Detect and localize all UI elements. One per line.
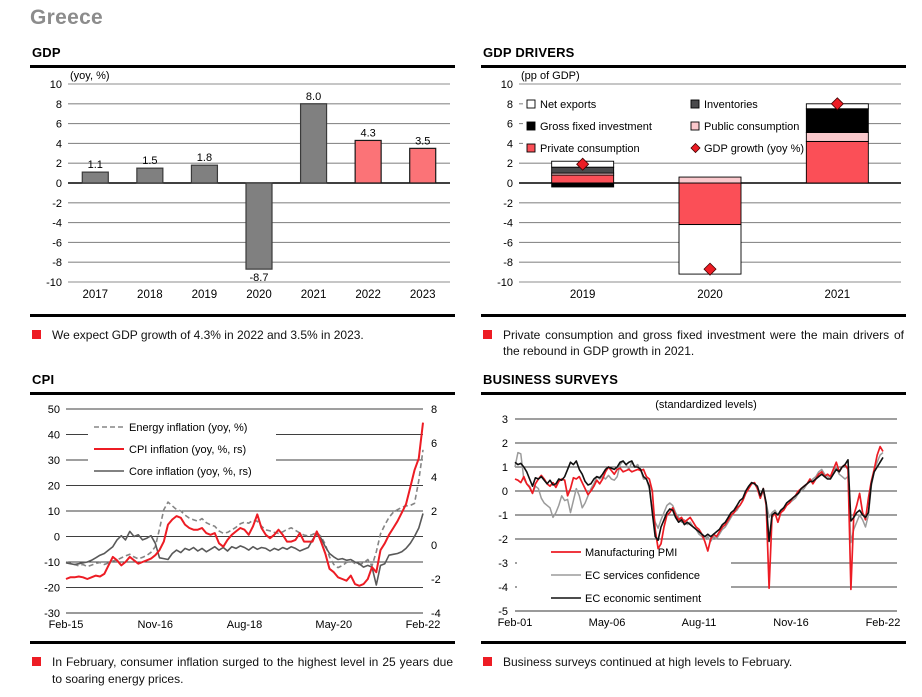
svg-text:-30: -30 [44,608,60,621]
svg-text:-20: -20 [44,582,60,595]
svg-text:2: 2 [501,438,508,451]
svg-text:6: 6 [506,118,513,131]
svg-text:2: 2 [431,506,438,519]
svg-text:Feb-01: Feb-01 [497,617,533,630]
page-title: Greece [30,6,104,29]
gdp-drivers-section-title: GDP DRIVERS [483,45,575,60]
svg-text:Nov-16: Nov-16 [137,619,173,632]
svg-text:-2: -2 [52,197,62,210]
svg-text:-1: -1 [498,510,508,523]
svg-text:8: 8 [431,404,438,417]
svg-text:0: 0 [55,178,62,190]
svg-text:May-20: May-20 [315,619,353,632]
svg-text:-2: -2 [498,534,508,547]
svg-text:EC services confidence: EC services confidence [585,570,700,583]
svg-text:-8: -8 [503,257,513,270]
svg-text:-3: -3 [498,558,508,571]
svg-text:2023: 2023 [409,289,436,301]
svg-text:EC economic sentiment: EC economic sentiment [585,593,702,606]
svg-text:20: 20 [47,480,60,493]
svg-text:-8: -8 [52,257,62,270]
svg-text:50: 50 [47,404,60,417]
red-bullet-marker [483,330,492,339]
svg-text:8: 8 [506,98,513,111]
gdp-drivers-stacked-bar-chart [481,68,906,314]
svg-text:-2: -2 [431,574,441,587]
svg-text:4.3: 4.3 [360,127,376,140]
svg-text:2: 2 [55,158,62,171]
svg-text:-10: -10 [46,277,62,289]
svg-text:1.8: 1.8 [196,152,213,165]
svg-text:-6: -6 [52,237,62,250]
svg-text:4: 4 [55,138,62,151]
business-surveys-bullet [481,644,906,670]
svg-text:Gross fixed investment: Gross fixed investment [540,121,652,133]
svg-text:2019: 2019 [569,289,596,301]
svg-text:1: 1 [501,462,508,475]
gdp-section-title: GDP [32,45,61,60]
panel-cpi [30,367,455,686]
svg-text:4: 4 [506,138,513,151]
svg-text:-10: -10 [44,557,60,570]
svg-text:40: 40 [47,429,60,442]
panels-grid [30,40,906,687]
svg-text:Feb-22: Feb-22 [405,619,441,632]
svg-text:10: 10 [500,79,513,91]
svg-text:0: 0 [431,540,438,553]
svg-text:30: 30 [47,455,60,468]
svg-text:2020: 2020 [246,289,272,301]
svg-text:Feb-22: Feb-22 [865,617,901,630]
svg-text:8.0: 8.0 [305,90,322,103]
svg-text:8: 8 [55,98,62,111]
svg-text:3: 3 [501,414,508,427]
panel-business-surveys [481,367,906,686]
svg-text:0: 0 [501,486,508,499]
cpi-bullet-text: In February, consumer inflation surged to the highest level in 25 years due to soaring energy prices. [52,655,453,686]
panel-gdp [30,40,455,359]
gdp-drivers-bullet-text: Private consumption and gross fixed investment were the main drivers of the rebound in GDP growth in 2021. [503,328,904,359]
red-bullet-marker [483,657,492,666]
svg-text:10: 10 [47,506,60,519]
svg-text:Public consumption: Public consumption [704,121,800,133]
svg-text:(yoy, %): (yoy, %) [70,70,110,82]
svg-text:3.5: 3.5 [415,135,431,148]
business-surveys-bullet-text: Business surveys continued at high levels to February. [503,655,793,670]
svg-text:-6: -6 [503,237,513,250]
svg-text:-4: -4 [52,217,62,230]
red-bullet-marker [32,330,41,339]
svg-text:Nov-16: Nov-16 [773,617,809,630]
red-bullet-marker [32,657,41,666]
svg-text:2: 2 [506,158,513,171]
svg-text:6: 6 [431,438,438,451]
svg-text:Aug-11: Aug-11 [681,617,717,630]
svg-text:May-06: May-06 [588,617,626,630]
cpi-line-chart [30,395,455,641]
svg-text:10: 10 [49,79,62,91]
svg-text:-5: -5 [498,606,508,619]
svg-text:(standardized levels): (standardized levels) [655,399,757,412]
business-surveys-section-title: BUSINESS SURVEYS [483,372,619,388]
svg-text:Energy inflation (yoy, %): Energy inflation (yoy, %) [129,422,248,435]
svg-text:1.1: 1.1 [87,159,103,172]
svg-text:Core inflation (yoy, %, rs): Core inflation (yoy, %, rs) [129,466,252,479]
business-surveys-line-chart [481,395,906,641]
svg-text:2021: 2021 [824,289,851,301]
gdp-bar-chart [30,68,455,314]
cpi-section-title: CPI [32,372,55,388]
svg-text:(pp of GDP): (pp of GDP) [521,70,580,82]
svg-text:2020: 2020 [697,289,723,301]
svg-text:-2: -2 [503,197,513,210]
svg-text:Inventories: Inventories [704,99,758,111]
svg-text:4: 4 [431,472,438,485]
svg-text:Feb-15: Feb-15 [48,619,84,632]
svg-text:6: 6 [55,118,62,131]
svg-text:Private consumption: Private consumption [540,143,640,155]
svg-text:0: 0 [53,531,60,544]
gdp-drivers-bullet [481,317,906,359]
panel-gdp-drivers [481,40,906,359]
svg-text:Net exports: Net exports [540,99,597,111]
gdp-bullet [30,317,455,343]
svg-text:0: 0 [506,178,513,190]
svg-text:-4: -4 [431,608,441,621]
gdp-bullet-text: We expect GDP growth of 4.3% in 2022 and 3.5% in 2023. [52,328,364,342]
svg-text:-4: -4 [503,217,513,230]
svg-text:CPI inflation (yoy, %, rs): CPI inflation (yoy, %, rs) [129,444,247,457]
svg-text:-10: -10 [497,277,513,289]
svg-text:Aug-18: Aug-18 [226,619,263,632]
svg-text:2021: 2021 [300,289,327,301]
svg-text:-4: -4 [498,582,508,595]
svg-text:2017: 2017 [82,289,109,301]
svg-text:1.5: 1.5 [142,155,158,168]
cpi-bullet [30,644,455,686]
svg-text:Manufacturing PMI: Manufacturing PMI [585,547,678,560]
svg-text:GDP growth (yoy %): GDP growth (yoy %) [704,143,805,155]
svg-text:2018: 2018 [137,289,163,301]
svg-text:2019: 2019 [191,289,218,301]
svg-text:2022: 2022 [355,289,381,301]
svg-text:-8.7: -8.7 [249,272,269,285]
